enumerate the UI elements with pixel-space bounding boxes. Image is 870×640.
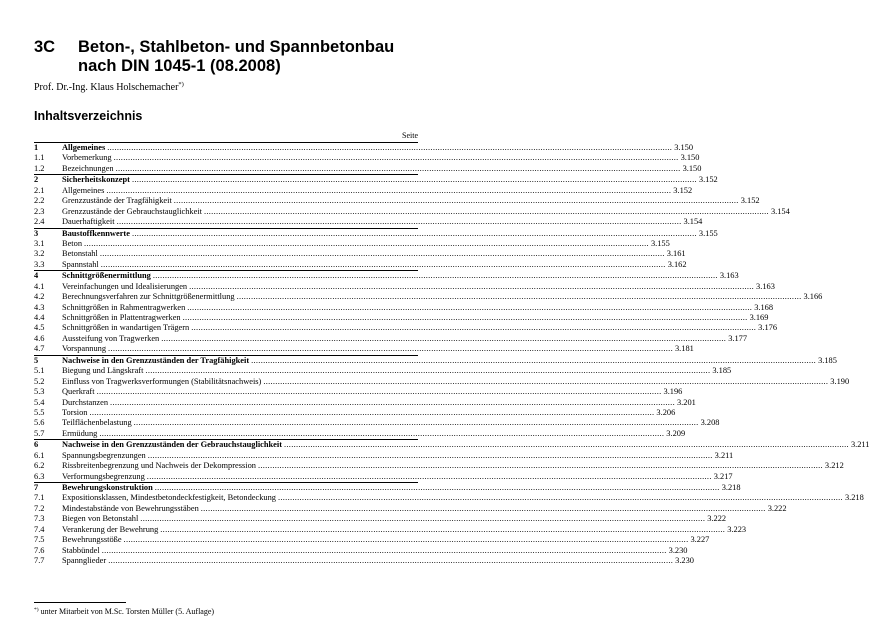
toc-dot-leader [106, 186, 671, 196]
toc-dot-leader [84, 239, 649, 249]
toc-entry-number: 7.6 [34, 545, 45, 555]
toc-dot-leader [132, 175, 697, 185]
toc-entry-page: 3.196 [663, 387, 683, 397]
toc-dot-leader [278, 493, 843, 503]
toc-entry-row [34, 514, 727, 524]
toc-entry-title: Schnittgrößen in wandartigen Trägern [62, 323, 190, 333]
toc-dot-leader [153, 271, 718, 281]
toc-dot-leader [183, 313, 748, 323]
toc-entry-title: Vorbemerkung [62, 153, 112, 163]
toc-dot-leader [204, 207, 769, 217]
author-footnote-mark: *) [178, 81, 184, 88]
toc-entry-number: 5.5 [34, 407, 45, 417]
toc-entry-title: Bewehrungskonstruktion [62, 483, 153, 492]
toc-entry-row [34, 323, 778, 333]
toc-entry-title: Schnittgrößenermittlung [62, 271, 151, 281]
toc-entry-title: Aussteifung von Tragwerken [62, 333, 160, 343]
toc-entry-title: Vorspannung [62, 344, 107, 354]
toc-entry-page: 3.201 [676, 397, 696, 407]
toc-dot-leader [116, 164, 681, 174]
toc-section-row [34, 174, 718, 185]
toc-entry-page: 3.181 [674, 344, 694, 354]
toc-entry-number: 3 [34, 228, 39, 238]
chapter-title [34, 38, 434, 76]
toc-dot-leader [124, 535, 689, 545]
toc-entry-row [34, 450, 734, 461]
toc-entry-title: Nachweise in den Grenzzuständen der Gebrauchstauglichkeit [62, 440, 283, 450]
toc-entry-page: 3.176 [758, 323, 778, 333]
toc-entry-page: 3.152 [698, 175, 718, 185]
toc-entry-row [34, 376, 850, 387]
footnote-mark: *) [34, 607, 39, 613]
toc-entry-row [34, 344, 694, 354]
toc-entry-row [34, 397, 696, 408]
toc-entry-row [34, 281, 775, 292]
toc-entry-number: 2.3 [34, 206, 45, 216]
toc-page-column-label: Seite [402, 131, 418, 140]
toc-entry-title: Grenzzustände der Tragfähigkeit [62, 196, 172, 206]
toc-entry-row [34, 407, 676, 418]
toc-entry-row [34, 366, 732, 376]
toc-entry-number: 6.2 [34, 461, 45, 471]
toc-entry-title: Spannglieder [62, 556, 107, 566]
toc-entry-title: Verformungsbegrenzung [62, 471, 145, 481]
toc-entry-number: 4 [34, 271, 39, 281]
toc-section-row [34, 482, 741, 493]
toc-dot-leader [99, 429, 664, 439]
toc-entry-number: 7.4 [34, 524, 45, 534]
toc-dot-leader [100, 249, 665, 259]
toc-entry-number: 4.7 [34, 344, 45, 354]
toc-entry-row [34, 503, 787, 514]
toc-entry-row [34, 428, 686, 439]
toc-entry-number: 7.1 [34, 493, 45, 503]
toc-entry-page: 3.150 [674, 143, 694, 152]
toc-dot-leader [160, 525, 725, 535]
toc-entry-title: Mindestabstände von Bewehrungsstäben [62, 503, 199, 513]
toc-entry-number: 4.3 [34, 302, 45, 312]
toc-entry-title: Beton [62, 238, 83, 248]
toc-entry-number: 6.3 [34, 471, 45, 481]
author-name: Prof. Dr.-Ing. Klaus Holschemacher [34, 82, 179, 93]
toc-dot-leader [89, 408, 654, 418]
toc-entry-row [34, 333, 748, 344]
toc-entry-title: Nachweise in den Grenzzuständen der Tragfähigkeit [62, 355, 250, 365]
toc-entry-page: 3.206 [656, 407, 676, 417]
toc-entry-number: 3.2 [34, 249, 45, 259]
toc-dot-leader [107, 143, 672, 153]
toc-entry-page: 3.185 [818, 355, 837, 365]
toc-entry-page: 3.161 [666, 249, 686, 259]
author-line [34, 79, 184, 94]
toc-entry-title: Torsion [62, 407, 88, 417]
toc-entry-number: 2.4 [34, 217, 45, 227]
toc-entry-number: 5.6 [34, 418, 45, 428]
toc-entry-row [34, 418, 720, 428]
toc-entry-page: 3.208 [700, 418, 720, 428]
chapter-title-line2: nach DIN 1045-1 (08.2008) [78, 57, 281, 75]
toc-entry-number: 4.1 [34, 281, 45, 291]
toc-entry-row [34, 249, 686, 259]
toc-entry-page: 3.152 [673, 185, 693, 195]
toc-entry-page: 3.154 [683, 217, 703, 227]
toc-entry-row [34, 493, 864, 503]
toc-entry-page: 3.166 [803, 292, 823, 302]
toc-section-row [34, 355, 837, 366]
toc-entry-title: Allgemeines [62, 185, 105, 195]
toc-entry-number: 6 [34, 440, 39, 450]
toc-entry-number: 6.1 [34, 450, 45, 460]
toc-entry-number: 7.5 [34, 535, 45, 545]
toc-entry-number: 5.4 [34, 397, 45, 407]
toc-entry-number: 4.2 [34, 292, 45, 302]
toc-entry-page: 3.155 [698, 228, 718, 238]
toc-entry-title: Biegen von Betonstahl [62, 514, 139, 524]
toc-entry-page: 3.223 [727, 524, 747, 534]
toc-entry-row [34, 238, 670, 249]
toc-heading: Inhaltsverzeichnis [34, 109, 143, 123]
toc-dot-leader [251, 356, 816, 366]
toc-entry-title: Rissbreitenbegrenzung und Nachweis der Dekompression [62, 461, 256, 471]
toc-entry-number: 3.1 [34, 238, 45, 248]
toc-entry-number: 2.1 [34, 185, 45, 195]
toc-dot-leader [140, 514, 705, 524]
toc-dot-leader [155, 483, 720, 493]
toc-entry-page: 3.154 [770, 206, 790, 216]
toc-entry-number: 2 [34, 175, 39, 185]
toc-entry-page: 3.218 [844, 493, 864, 503]
toc-dot-leader [97, 387, 662, 397]
toc-dot-leader [174, 196, 739, 206]
toc-entry-number: 7.3 [34, 514, 45, 524]
toc-entry-row [34, 461, 844, 471]
toc-entry-title: Bezeichnungen [62, 163, 114, 173]
toc-dot-leader [101, 260, 666, 270]
toc-dot-leader [145, 366, 710, 376]
toc-entry-page: 3.163 [719, 271, 739, 281]
toc-entry-number: 1.1 [34, 153, 45, 163]
toc-entry-title: Spannstahl [62, 259, 99, 269]
toc-entry-title: Bewehrungsstöße [62, 535, 122, 545]
toc-section-row [34, 270, 739, 281]
toc-dot-leader [237, 292, 802, 302]
toc-dot-leader [110, 398, 675, 408]
toc-entry-row [34, 302, 774, 313]
toc-entry-page: 3.150 [682, 163, 702, 173]
toc-section-row [34, 142, 694, 153]
toc-entry-page: 3.169 [749, 313, 769, 322]
toc-dot-leader [189, 282, 754, 292]
toc-entry-title: Vereinfachungen und Idealisierungen [62, 281, 188, 291]
toc-entry-row [34, 471, 733, 482]
toc-entry-number: 4.6 [34, 333, 45, 343]
toc-entry-title: Schnittgrößen in Rahmentragwerken [62, 302, 186, 312]
toc-entry-number: 7.7 [34, 556, 45, 566]
toc-entry-row [34, 535, 710, 545]
toc-entry-number: 7 [34, 483, 39, 492]
toc-dot-leader [108, 556, 673, 566]
toc-entry-number: 5.1 [34, 366, 45, 376]
toc-entry-page: 3.163 [756, 281, 775, 291]
toc-entry-title: Biegung und Längskraft [62, 366, 144, 376]
toc-entry-page: 3.212 [824, 461, 844, 471]
toc-dot-leader [161, 334, 726, 344]
toc-entry-page: 3.209 [666, 428, 686, 438]
toc-dot-leader [102, 546, 667, 556]
toc-section-row [34, 439, 870, 450]
toc-entry-row [34, 206, 790, 217]
toc-entry-title: Verankerung der Bewehrung [62, 524, 159, 534]
toc-dot-leader [108, 344, 673, 354]
toc-entry-number: 4.4 [34, 313, 45, 322]
toc-entry-page: 3.177 [728, 333, 748, 343]
table-of-contents [34, 142, 870, 567]
toc-entry-row [34, 185, 693, 196]
toc-dot-leader [191, 323, 756, 333]
toc-entry-page: 3.218 [721, 483, 741, 492]
footnote-text: unter Mitarbeit von M.Sc. Torsten Müller (5. Auflage) [40, 607, 215, 616]
toc-entry-number: 4.5 [34, 323, 45, 333]
toc-entry-page: 3.162 [667, 259, 687, 269]
toc-dot-leader [114, 153, 679, 163]
toc-entry-row [34, 556, 694, 566]
toc-entry-title: Querkraft [62, 387, 95, 397]
toc-entry-number: 7.2 [34, 503, 45, 513]
toc-entry-title: Expositionsklassen, Mindestbetondeckfestigkeit, Betondeckung [62, 493, 276, 503]
toc-dot-leader [187, 303, 752, 313]
toc-dot-leader [258, 461, 823, 471]
toc-dot-leader [201, 504, 766, 514]
toc-entry-title: Betonstahl [62, 249, 98, 259]
toc-entry-page: 3.222 [707, 514, 727, 524]
toc-dot-leader [147, 472, 712, 482]
toc-entry-row [34, 292, 823, 302]
toc-entry-title: Dauerhaftigkeit [62, 217, 115, 227]
toc-entry-title: Stabbündel [62, 545, 100, 555]
toc-entry-row [34, 217, 703, 227]
toc-entry-number: 5.7 [34, 428, 45, 438]
toc-entry-row [34, 163, 702, 174]
toc-dot-leader [132, 229, 697, 239]
toc-entry-number: 5.3 [34, 387, 45, 397]
toc-entry-page: 3.168 [754, 302, 774, 312]
toc-entry-title: Berechnungsverfahren zur Schnittgrößenermittlung [62, 292, 235, 302]
toc-entry-page: 3.222 [767, 503, 787, 513]
toc-entry-page: 3.230 [675, 556, 694, 566]
toc-entry-page: 3.185 [712, 366, 732, 376]
toc-entry-page: 3.211 [850, 440, 870, 450]
toc-entry-row [34, 524, 747, 535]
toc-entry-row [34, 387, 683, 397]
toc-entry-title: Ermüdung [62, 428, 98, 438]
toc-entry-page: 3.155 [650, 238, 670, 248]
toc-entry-title: Teilflächenbelastung [62, 418, 132, 428]
chapter-number: 3C [34, 38, 56, 56]
toc-entry-title: Grenzzustände der Gebrauchstauglichkeit [62, 206, 202, 216]
toc-entry-page: 3.190 [830, 376, 850, 386]
toc-entry-title: Spannungsbegrenzungen [62, 450, 146, 460]
toc-dot-leader [263, 377, 828, 387]
toc-entry-title: Durchstanzen [62, 397, 109, 407]
toc-entry-number: 1 [34, 143, 39, 152]
toc-section-row [34, 228, 718, 239]
toc-entry-page: 3.230 [668, 545, 688, 555]
toc-entry-number: 3.3 [34, 259, 45, 269]
toc-dot-leader [284, 440, 849, 450]
toc-entry-page: 3.211 [714, 450, 734, 460]
toc-entry-row [34, 153, 700, 163]
toc-entry-number: 5 [34, 355, 39, 365]
toc-entry-title: Einfluss von Tragwerksverformungen (Stabilitätsnachweis) [62, 376, 262, 386]
toc-entry-page: 3.227 [690, 535, 710, 545]
toc-entry-row [34, 259, 687, 270]
toc-entry-title: Schnittgrößen in Plattentragwerken [62, 313, 181, 322]
toc-entry-row [34, 196, 760, 206]
toc-entry-page: 3.217 [713, 471, 733, 481]
toc-entry-row [34, 545, 688, 556]
toc-entry-page: 3.152 [740, 196, 760, 206]
toc-entry-title: Allgemeines [62, 143, 106, 152]
footnote-divider [34, 602, 126, 603]
toc-dot-leader [134, 418, 699, 428]
chapter-title-line1: Beton-, Stahlbeton- und Spannbetonbau [78, 38, 395, 56]
toc-entry-number: 2.2 [34, 196, 45, 206]
toc-entry-title: Baustoffkennwerte [62, 228, 130, 238]
toc-dot-leader [117, 217, 682, 227]
footnote [34, 605, 214, 617]
toc-entry-title: Sicherheitskonzept [62, 175, 130, 185]
toc-entry-number: 5.2 [34, 376, 45, 386]
toc-dot-leader [148, 451, 713, 461]
toc-entry-row [34, 313, 769, 323]
toc-entry-page: 3.150 [680, 153, 700, 163]
toc-entry-number: 1.2 [34, 163, 45, 173]
